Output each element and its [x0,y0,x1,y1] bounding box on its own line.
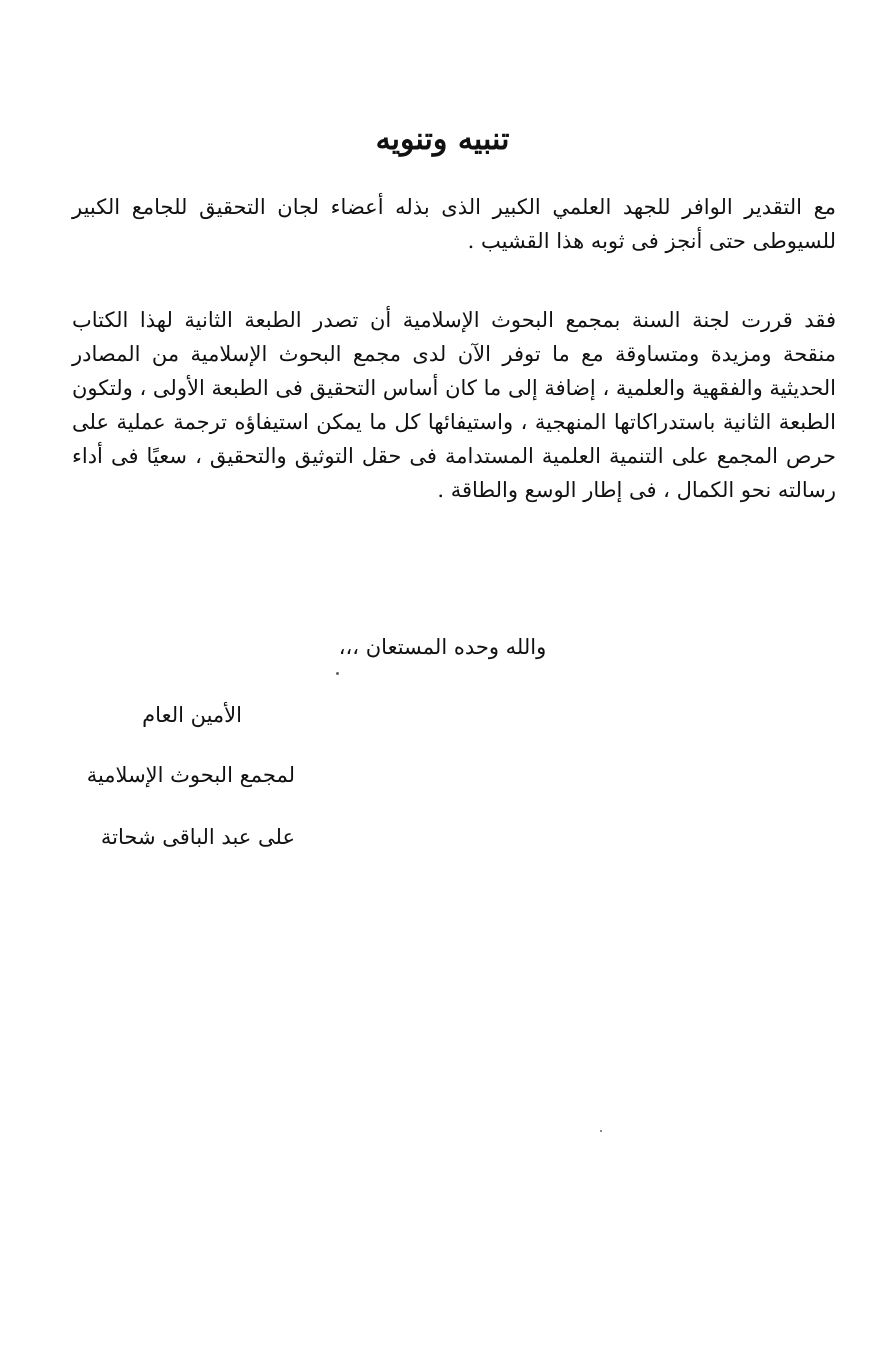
page-title: تنبيه وتنويه [375,122,510,157]
scan-speck [600,1130,602,1132]
paragraph-decision: فقد قررت لجنة السنة بمجمع البحوث الإسلامية أن تصدر الطبعة الثانية لهذا الكتاب منقحة ومزيدة ومتساوقة مع ما توفر الآن لدى مجمع البحوث الإسلامية من المصادر الحديثية والفقهية والعلمية ، إضافة إلى ما كان أساس التحقيق فى الطبعة الأولى ، ولتكون الطبعة الثانية باستدراكاتها المنهجية ، واستيفائها كل ما يمكن استيفاؤه ترجمة عملية على حرص المجمع على التنمية العلمية المستدامة فى حقل التوثيق والتحقيق ، سعيًا فى أداء رسالته نحو الكمال ، فى إطار الوسع والطاقة . [72,308,836,502]
signature-position: الأمين العام [142,703,242,727]
signature-organization: لمجمع البحوث الإسلامية [86,763,295,787]
closing-phrase: والله وحده المستعان ،،، [338,635,547,659]
scan-speck [336,672,339,675]
signature-name: على عبد الباقى شحاتة [100,825,295,849]
paragraph-appreciation: مع التقدير الوافر للجهد العلمي الكبير الذى بذله أعضاء لجان التحقيق للجامع الكبير للسيوطى حتى أنجز فى ثوبه هذا القشيب . [72,195,836,253]
